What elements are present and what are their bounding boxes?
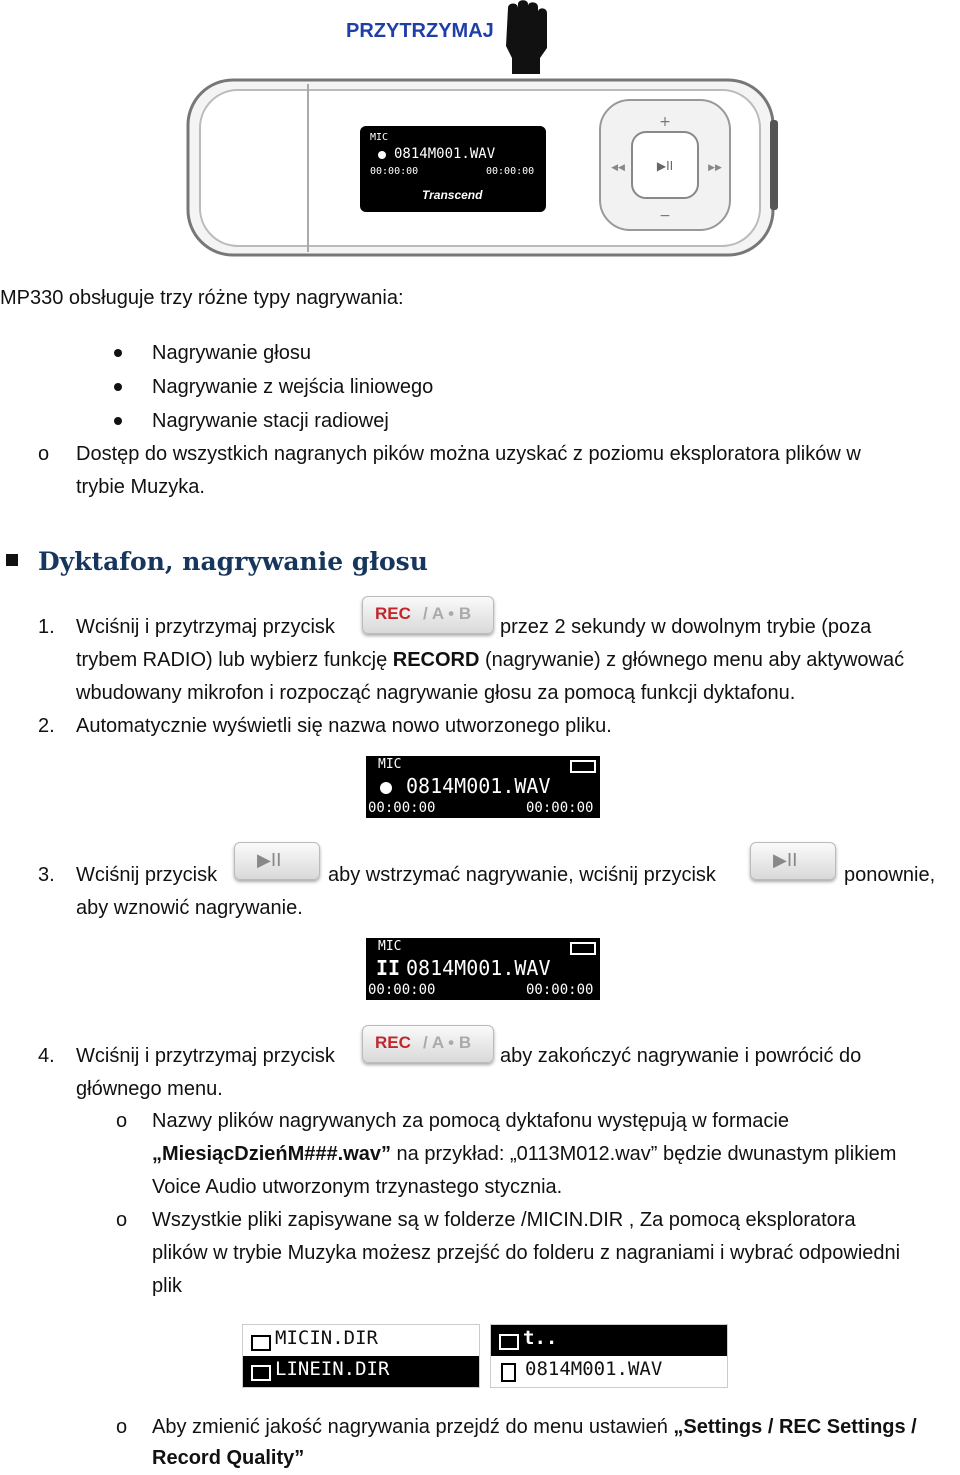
lcd-mic: MIC: [378, 939, 402, 954]
section-title: Dyktafon, nagrywanie głosu: [38, 547, 428, 576]
ab-label: / A • B: [423, 604, 472, 623]
step-text: głównego menu.: [76, 1078, 223, 1100]
record-dot-icon: [380, 782, 392, 794]
hand-icon: [500, 0, 550, 75]
file-list-screen: [490, 1324, 728, 1388]
back-label: t..: [523, 1327, 558, 1349]
lcd-time-right: 00:00:00: [526, 800, 594, 816]
file-name: 0814M001.WAV: [525, 1358, 663, 1380]
screen-time-left: 00:00:00: [370, 166, 419, 177]
bullet-icon: [114, 417, 122, 425]
ab-label: / A • B: [423, 1033, 472, 1052]
battery-icon: [570, 942, 596, 955]
record-type-item: Nagrywanie z wejścia liniowego: [152, 376, 434, 398]
note-text: plik: [152, 1275, 183, 1297]
step-text: Wciśnij i przytrzymaj przycisk: [76, 1045, 335, 1067]
step-text: Automatycznie wyświetli się nazwa nowo utworzonego pliku.: [76, 715, 612, 737]
step-text: aby zakończyć nagrywanie i powrócić do: [500, 1045, 862, 1067]
record-type-item: Nagrywanie stacji radiowej: [152, 410, 389, 432]
note-text: Voice Audio utworzonym trzynastego stycznia.: [152, 1176, 563, 1198]
play-pause-icon: ▶II: [257, 850, 282, 871]
selected-row: [491, 1325, 727, 1356]
screen-time-right: 00:00:00: [486, 166, 535, 177]
step-text: ponownie,: [844, 864, 936, 886]
rec-ab-button: [362, 1025, 494, 1063]
record-dot-icon: [378, 151, 386, 159]
lcd-time-left: 00:00:00: [368, 982, 436, 998]
circle-bullet-icon: o: [116, 1416, 128, 1438]
svg-text:▶▶: ▶▶: [708, 163, 722, 173]
step-text: Wciśnij przycisk: [76, 864, 218, 886]
lcd-mic: MIC: [378, 757, 402, 772]
open-folder-icon: [499, 1334, 519, 1350]
folder-icon: [251, 1365, 271, 1381]
square-bullet-icon: [6, 554, 18, 566]
file-icon: [501, 1363, 516, 1382]
play-pause-icon: ▶II: [773, 850, 798, 871]
note-line: Dostęp do wszystkich nagranych pików można uzyskać z poziomu eksploratora plików w: [76, 443, 861, 465]
hold-label: PRZYTRZYMAJ: [346, 20, 494, 42]
lcd-time-left: 00:00:00: [368, 800, 436, 816]
lcd-filename: 0814M001.WAV: [406, 774, 551, 798]
rec-ab-button: [362, 596, 494, 634]
svg-text:+: +: [659, 114, 671, 130]
bullet-icon: [114, 383, 122, 391]
selected-row: [243, 1356, 479, 1387]
note-text: Wszystkie pliki zapisywane są w folderze /MICIN.DIR , Za pomocą eksploratora: [152, 1209, 856, 1231]
intro-text: MP330 obsługuje trzy różne typy nagrywania:: [0, 287, 404, 309]
lcd-paused-screen: [366, 938, 600, 1000]
note-text: Aby zmienić jakość nagrywania przejdź do menu ustawień „Settings / REC Settings /: [152, 1416, 917, 1438]
note-text: Record Quality”: [152, 1447, 305, 1469]
battery-icon: [570, 760, 596, 773]
step-text: przez 2 sekundy w dowolnym trybie (poza: [500, 616, 872, 638]
circle-bullet-icon: o: [116, 1209, 128, 1231]
svg-text:◀◀: ◀◀: [611, 163, 625, 173]
screen-brand: Transcend: [422, 188, 483, 202]
folder-list-screen: [242, 1324, 480, 1388]
lcd-filename: 0814M001.WAV: [406, 956, 551, 980]
step-number: 3.: [38, 864, 55, 886]
step-text: Wciśnij i przytrzymaj przycisk: [76, 616, 335, 638]
rec-label: REC: [375, 604, 411, 623]
rec-label: REC: [375, 1033, 411, 1052]
svg-text:▶II: ▶II: [656, 159, 674, 173]
step-number: 4.: [38, 1045, 55, 1067]
svg-text:−: −: [659, 208, 671, 224]
step-text: trybem RADIO) lub wybierz funkcję RECORD (nagrywanie) z głównego menu aby aktywować: [76, 649, 905, 671]
folder-name: MICIN.DIR: [275, 1327, 378, 1349]
folder-name: LINEIN.DIR: [275, 1358, 390, 1380]
play-pause-button: [750, 842, 836, 880]
lcd-time-right: 00:00:00: [526, 982, 594, 998]
circle-bullet-icon: o: [38, 443, 50, 465]
circle-bullet-icon: o: [116, 1110, 128, 1132]
note-line: trybie Muzyka.: [76, 476, 205, 498]
step-number: 1.: [38, 616, 55, 638]
step-text: wbudowany mikrofon i rozpocząć nagrywanie głosu za pomocą funkcji dyktafonu.: [76, 682, 796, 704]
note-text: Nazwy plików nagrywanych za pomocą dyktafonu występują w formacie: [152, 1110, 789, 1132]
record-type-item: Nagrywanie głosu: [152, 342, 311, 364]
folder-icon: [251, 1335, 271, 1351]
screen-filename: 0814M001.WAV: [394, 146, 496, 162]
note-text: plików w trybie Muzyka możesz przejść do folderu z nagraniami i wybrać odpowiedni: [152, 1242, 901, 1264]
lcd-recording-screen: [366, 756, 600, 818]
play-pause-button: [234, 842, 320, 880]
step-text: aby wstrzymać nagrywanie, wciśnij przycisk: [328, 864, 716, 886]
step-number: 2.: [38, 715, 55, 737]
pause-icon: II: [376, 956, 401, 980]
screen-mic: MIC: [370, 132, 389, 143]
step-text: aby wznowić nagrywanie.: [76, 897, 303, 919]
bullet-icon: [114, 349, 122, 357]
device-screen: [360, 126, 546, 212]
note-text: „MiesiącDzieńM###.wav” na przykład: „0113M012.wav” będzie dwunastym plikiem: [152, 1143, 897, 1165]
device-illustration: [180, 0, 780, 262]
